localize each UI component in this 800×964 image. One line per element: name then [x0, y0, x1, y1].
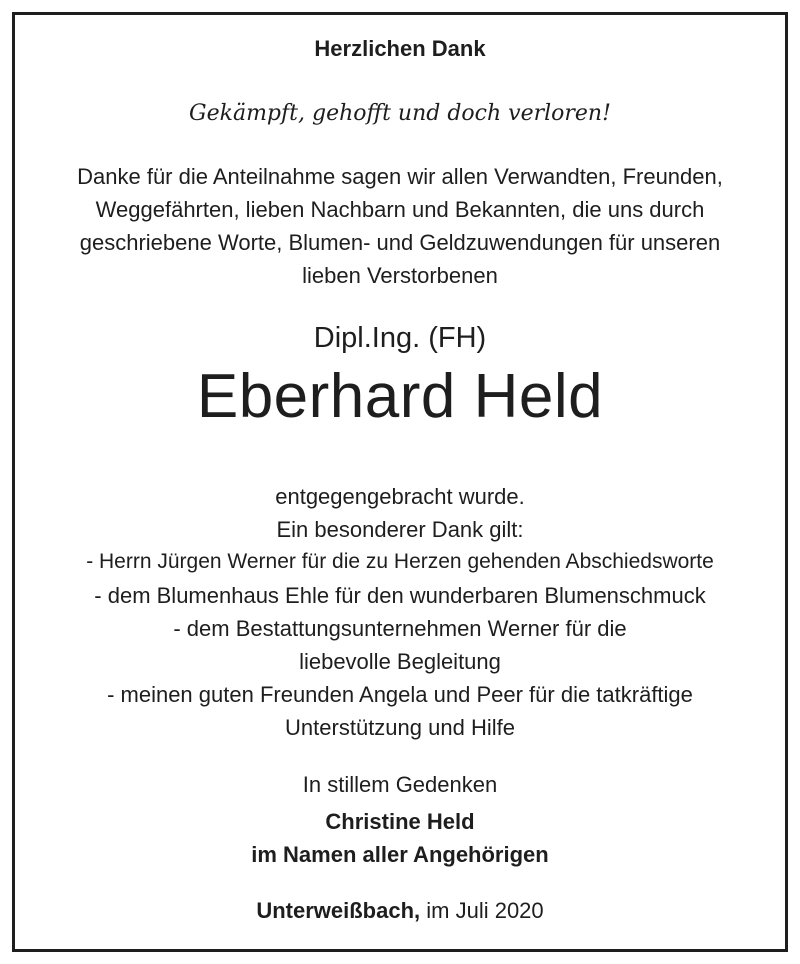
signer-name: Christine Held [325, 809, 475, 834]
place-name: Unterweißbach, [256, 898, 421, 923]
deceased-name: Eberhard Held [196, 362, 604, 431]
signer-note: im Namen aller Angehörigen [251, 842, 549, 867]
body-line: - meinen guten Freunden Angela und Peer für die tatkräftige [107, 682, 693, 707]
body-line: Ein besonderer Dank gilt: [276, 517, 524, 542]
body-line: - dem Bestattungsunternehmen Werner für die [173, 616, 627, 641]
intro-line: Danke für die Anteilnahme sagen wir allen Verwandten, Freunden, [77, 164, 723, 189]
intro-line: geschriebene Worte, Blumen- und Geldzuwendungen für unseren [79, 230, 721, 255]
body-line: Unterstützung und Hilfe [285, 715, 515, 740]
body-line: - dem Blumenhaus Ehle für den wunderbaren Blumenschmuck [94, 583, 706, 608]
notice-date: im Juli 2020 [420, 898, 544, 923]
notice-motto: Gekämpft, gehofft und doch verloren! [189, 101, 611, 126]
intro-line: Weggefährten, lieben Nachbarn und Bekannten, die uns durch [95, 197, 705, 222]
body-line: - Herrn Jürgen Werner für die zu Herzen gehenden Abschiedsworte [86, 550, 714, 573]
closing-line: In stillem Gedenken [302, 772, 498, 797]
intro-line: lieben Verstorbenen [302, 263, 498, 288]
deceased-title: Dipl.Ing. (FH) [313, 322, 487, 354]
body-line: liebevolle Begleitung [299, 649, 501, 674]
place-date [12, 898, 788, 924]
notice-heading: Herzlichen Dank [314, 36, 486, 61]
body-line: entgegengebracht wurde. [275, 484, 525, 509]
